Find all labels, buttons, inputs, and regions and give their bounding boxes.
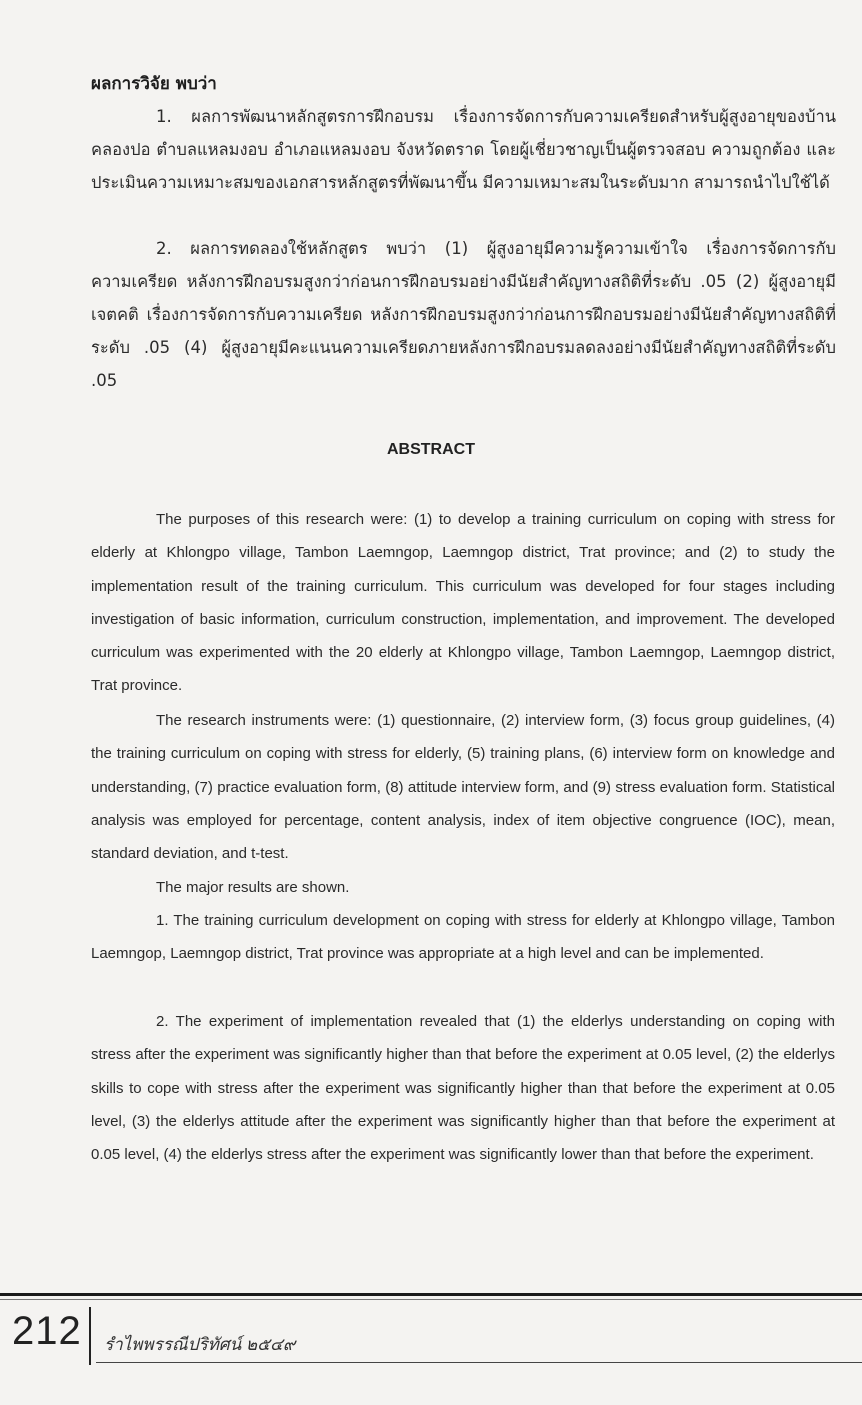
thai-results-paragraph-2: 2. ผลการทดลองใช้หลักสูตร พบว่า (1) ผู้สูงอายุมีความรู้ความเข้าใจ เรื่องการจัดการกับความเครียด หลังการฝึกอบรมสูงกว่าก่อนการฝึกอบรมอย่างมีนัยสำคัญทางสถิติที่ระดับ .05 (2) ผู้สูงอายุมีเจตคติ เรื่องการจัดการกับความเครียด หลังการฝึกอบรมสูงกว่าก่อนการฝึกอบรมอย่างมีนัยสำคัญทางสถิติที่ระดับ .05 (4) ผู้สูงอายุมีคะแนนความเครียดภายหลังการฝึกอบรมลดลงอย่างมีนัยสำคัญทางสถิติที่ระดับ .05	[91, 239, 836, 390]
abstract-paragraph-results-intro: The major results are shown.	[156, 879, 350, 896]
thai-results-heading: ผลการวิจัย พบว่า	[91, 74, 217, 94]
journal-name: รำไพพรรณีปริทัศน์ ๒๕๔๙	[104, 1335, 296, 1354]
abstract-paragraph-result-1: 1. The training curriculum development on coping with stress for elderly at Khlongpo village, Tambon Laemngop, Laemngop district, Trat province was appropriate at a high level and can be implemented.	[91, 912, 835, 963]
footer-divider	[89, 1307, 91, 1365]
footer-rule-thin	[0, 1299, 862, 1300]
abstract-paragraph-result-2: 2. The experiment of implementation revealed that (1) the elderlys understanding on coping with stress after the experiment was significantly higher than that before the experiment at 0.05 level, (2) the elderlys skills to cope with stress after the experiment was significantly higher than that before the experiment at 0.05 level, (3) the elderlys attitude after the experiment was significantly higher than that before the experiment at 0.05 level, (4) the elderlys stress after the experiment was significantly lower than that before the experiment.	[91, 1013, 835, 1164]
page-number: 212	[12, 1309, 82, 1353]
footer-rule-bottom	[96, 1362, 862, 1363]
footer-rule-thick	[0, 1293, 862, 1296]
abstract-paragraph-instruments: The research instruments were: (1) questionnaire, (2) interview form, (3) focus group guidelines, (4) the training curriculum on coping with stress for elderly, (5) training plans, (6) interview form on knowledge and understanding, (7) practice evaluation form, (8) attitude interview form, and (9) stress evaluation form. Statistical analysis was employed for percentage, content analysis, index of item objective congruence (IOC), mean, standard deviation, and t-test.	[91, 712, 835, 863]
thai-results-paragraph-1: 1. ผลการพัฒนาหลักสูตรการฝึกอบรม เรื่องการจัดการกับความเครียดสำหรับผู้สูงอายุของบ้านคลองปอ ตำบลแหลมงอบ อำเภอแหลมงอบ จังหวัดตราด โดยผู้เชี่ยวชาญเป็นผู้ตรวจสอบ ความถูกต้อง และประเมินความเหมาะสมของเอกสารหลักสูตรที่พัฒนาขึ้น มีความเหมาะสมในระดับมาก สามารถนำไปใช้ได้	[91, 107, 836, 192]
abstract-paragraph-purposes: The purposes of this research were: (1) to develop a training curriculum on coping with stress for elderly at Khlongpo village, Tambon Laemngop, Laemngop district, Trat province; and (2) to study the implementation result of the training curriculum. This curriculum was developed for four stages including investigation of basic information, curriculum construction, implementation, and improvement. The developed curriculum was experimented with the 20 elderly at Khlongpo village, Tambon Laemngop, Laemngop district, Trat province.	[91, 511, 835, 695]
abstract-title: ABSTRACT	[387, 441, 475, 458]
